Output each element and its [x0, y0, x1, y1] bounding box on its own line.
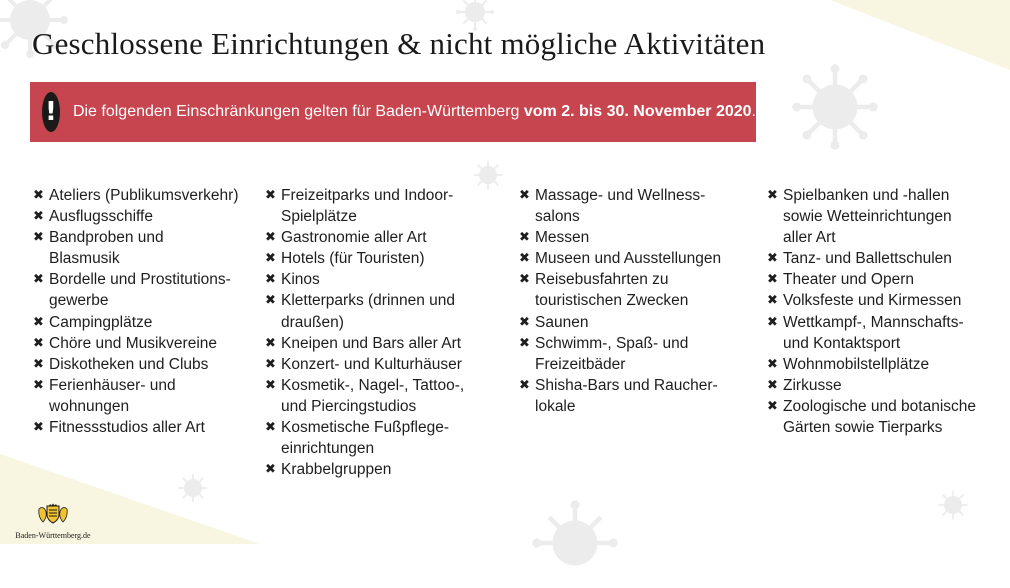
list-item-text [783, 290, 961, 311]
cross-icon: ✖ [265, 251, 276, 267]
page-title: Geschlossene Einrichtungen & nicht mögliche Aktivitäten [32, 26, 766, 61]
list-item [767, 312, 976, 354]
virus-icon [470, 157, 506, 193]
list-item-text [783, 185, 952, 248]
cross-icon: ✖ [767, 251, 778, 267]
list-item-line: Ferienhäuser- und [49, 376, 176, 394]
cross-icon: ✖ [519, 272, 530, 288]
list-item [519, 185, 721, 227]
list-item-text [535, 333, 688, 375]
list-item-line: Bordelle und Prostitutions- [49, 271, 231, 289]
list-item-text [783, 396, 976, 438]
list-item-line: Saunen [535, 313, 589, 331]
list-item [767, 248, 976, 269]
cross-icon: ✖ [33, 272, 44, 288]
list-column-4 [767, 185, 976, 438]
background-corner-top-right [830, 0, 1010, 70]
list-item-line: Gärten sowie Tierparks [783, 419, 943, 437]
cross-icon: ✖ [265, 272, 276, 288]
cross-icon: ✖ [265, 293, 276, 309]
list-item-line: Blasmusik [49, 250, 120, 268]
list-item [33, 185, 239, 206]
list-item-line: sowie Wetteinrichtungen [783, 208, 952, 226]
list-item-text [783, 248, 952, 269]
cross-icon: ✖ [33, 188, 44, 203]
list-item-text [49, 333, 217, 354]
list-item-line: Kletterparks (drinnen und [281, 292, 456, 310]
cross-icon: ✖ [519, 230, 530, 246]
cross-icon: ✖ [767, 314, 778, 330]
list-item-text [281, 185, 453, 227]
list-item-text [49, 354, 208, 375]
list-item-text [535, 185, 705, 227]
list-item [33, 354, 239, 375]
list-item-text [49, 417, 205, 438]
list-item-line: Chöre und Musikvereine [49, 334, 218, 352]
cross-icon: ✖ [265, 356, 276, 372]
list-item [519, 227, 721, 248]
cross-icon: ✖ [767, 188, 778, 203]
list-column-1 [33, 185, 239, 438]
coat-of-arms-icon [36, 503, 70, 525]
list-item-text [535, 312, 588, 333]
list-item-line: Diskotheken und Clubs [49, 355, 209, 373]
list-item-text [49, 375, 176, 417]
list-item [767, 269, 976, 290]
list-item [33, 206, 239, 227]
list-item-text [535, 248, 721, 269]
virus-icon [790, 62, 880, 152]
list-item [519, 333, 721, 375]
list-item-line: Messen [535, 229, 590, 247]
list-item-text [281, 417, 449, 459]
list-item [265, 290, 464, 332]
list-item [519, 375, 721, 417]
cross-icon: ✖ [33, 420, 44, 436]
list-item-line: salons [535, 208, 580, 226]
cross-icon: ✖ [767, 356, 778, 372]
info-banner [30, 82, 756, 142]
cross-icon: ✖ [767, 293, 778, 309]
cross-icon: ✖ [265, 462, 276, 478]
list-item-line: Konzert- und Kulturhäuser [281, 355, 462, 373]
list-item [33, 375, 239, 417]
list-item [265, 354, 464, 375]
list-item-text [281, 375, 464, 417]
list-item-line: Krabbelgruppen [281, 461, 392, 479]
list-item-text [281, 354, 462, 375]
cross-icon: ✖ [265, 230, 276, 246]
list-item-line: wohnungen [49, 397, 130, 415]
list-item-line: Freizeitbäder [535, 355, 626, 373]
list-item-line: Volksfeste und Kirmessen [783, 292, 962, 310]
list-item [265, 333, 464, 354]
list-item [33, 333, 239, 354]
list-item [767, 396, 976, 438]
list-item [265, 417, 464, 459]
list-item-text [49, 206, 153, 227]
list-item [265, 269, 464, 290]
list-item-line: einrichtungen [281, 440, 375, 458]
list-item-text [281, 333, 461, 354]
list-item-text [281, 290, 455, 332]
cross-icon: ✖ [33, 356, 44, 372]
list-item-text [783, 375, 842, 396]
cross-icon: ✖ [767, 398, 778, 414]
list-item-line: gewerbe [49, 292, 109, 310]
list-item-line: Fitnessstudios aller Art [49, 419, 205, 437]
cross-icon: ✖ [33, 230, 44, 246]
list-item-line: Schwimm-, Spaß- und [535, 334, 689, 352]
list-item-text [783, 312, 964, 354]
list-item-line: Ausflugsschiffe [49, 208, 153, 226]
list-item-text [49, 185, 239, 206]
list-item-line: Gastronomie aller Art [281, 229, 427, 247]
list-item-line: Shisha-Bars und Raucher- [535, 376, 718, 394]
list-item-line: Spielplätze [281, 208, 357, 226]
list-item [767, 290, 976, 311]
list-item-text [535, 227, 589, 248]
list-item-text [49, 269, 231, 311]
list-item-text [535, 269, 688, 311]
list-item-line: Freizeitparks und Indoor- [281, 187, 454, 204]
list-column-3 [519, 185, 721, 417]
cross-icon: ✖ [265, 420, 276, 436]
list-item [519, 269, 721, 311]
exclamation-glyph: ! [45, 97, 57, 127]
exclamation-icon [42, 92, 60, 132]
cross-icon: ✖ [519, 251, 530, 267]
cross-icon: ✖ [33, 209, 44, 225]
list-item-text [281, 269, 320, 290]
list-item-text [783, 354, 929, 375]
list-item-line: lokale [535, 397, 576, 415]
list-item-line: Campingplätze [49, 313, 153, 331]
list-item-line: Reisebusfahrten zu [535, 271, 669, 289]
cross-icon: ✖ [519, 188, 530, 203]
list-item [265, 248, 464, 269]
list-item-line: Spielbanken und -hallen [783, 187, 950, 204]
list-item-text [281, 227, 427, 248]
cross-icon: ✖ [265, 335, 276, 351]
list-item [767, 354, 976, 375]
list-item-line: aller Art [783, 229, 836, 247]
footer-logo[interactable] [8, 503, 98, 540]
banner-text-main: Die folgenden Einschränkungen gelten für Baden-Württemberg [72, 103, 524, 120]
list-item-line: und Kontaktsport [783, 334, 901, 352]
virus-icon [175, 470, 211, 506]
banner-date: vom 2. bis 30. November 2020 [523, 103, 752, 120]
list-item-line: und Piercingstudios [281, 397, 417, 415]
list-item [33, 312, 239, 333]
list-item [767, 375, 976, 396]
list-item-line: Massage- und Wellness- [535, 187, 706, 204]
list-item-line: Kosmetik-, Nagel-, Tattoo-, [281, 376, 465, 394]
list-item-line: Zoologische und botanische [783, 397, 977, 415]
cross-icon: ✖ [33, 335, 44, 351]
list-item-text [535, 375, 718, 417]
list-item [519, 248, 721, 269]
cross-icon: ✖ [767, 377, 778, 393]
virus-icon [935, 487, 971, 523]
list-item [33, 227, 239, 269]
list-item [265, 459, 464, 480]
list-item-text [281, 248, 425, 269]
list-item-line: touristischen Zwecken [535, 292, 689, 310]
list-item-line: Bandproben und [49, 229, 164, 247]
banner-text-end: . [751, 103, 756, 120]
list-item [519, 312, 721, 333]
list-column-2 [265, 185, 464, 480]
list-item-line: Ateliers (Publikumsverkehr) [49, 187, 239, 204]
list-item-line: Wohnmobilstellplätze [783, 355, 930, 373]
list-item-text [49, 312, 152, 333]
list-item-line: Kneipen und Bars aller Art [281, 334, 462, 352]
list-item [265, 375, 464, 417]
list-item-text [49, 227, 164, 269]
list-item [33, 417, 239, 438]
cross-icon: ✖ [265, 188, 276, 203]
list-item-line: Kosmetische Fußpflege- [281, 419, 449, 437]
cross-icon: ✖ [265, 377, 276, 393]
list-item-line: draußen) [281, 313, 344, 331]
list-item-line: Wettkampf-, Mannschafts- [783, 313, 964, 331]
logo-text: Baden-Württemberg.de [15, 531, 91, 540]
list-item [265, 185, 464, 227]
cross-icon: ✖ [767, 272, 778, 288]
list-item [767, 185, 976, 248]
list-item-line: Tanz- und Ballettschulen [783, 250, 952, 268]
cross-icon: ✖ [519, 335, 530, 351]
cross-icon: ✖ [33, 314, 44, 330]
list-item-text [281, 459, 391, 480]
list-item-line: Museen und Ausstellungen [535, 250, 722, 268]
list-item-line: Hotels (für Touristen) [281, 250, 425, 268]
list-item-line: Theater und Opern [783, 271, 914, 289]
list-item-text [783, 269, 914, 290]
banner-text [73, 103, 756, 121]
cross-icon: ✖ [519, 314, 530, 330]
cross-icon: ✖ [519, 377, 530, 393]
list-item-line: Zirkusse [783, 376, 842, 394]
list-item [265, 227, 464, 248]
list-item-line: Kinos [281, 271, 320, 289]
list-item [33, 269, 239, 311]
virus-icon [530, 498, 620, 588]
cross-icon: ✖ [33, 377, 44, 393]
